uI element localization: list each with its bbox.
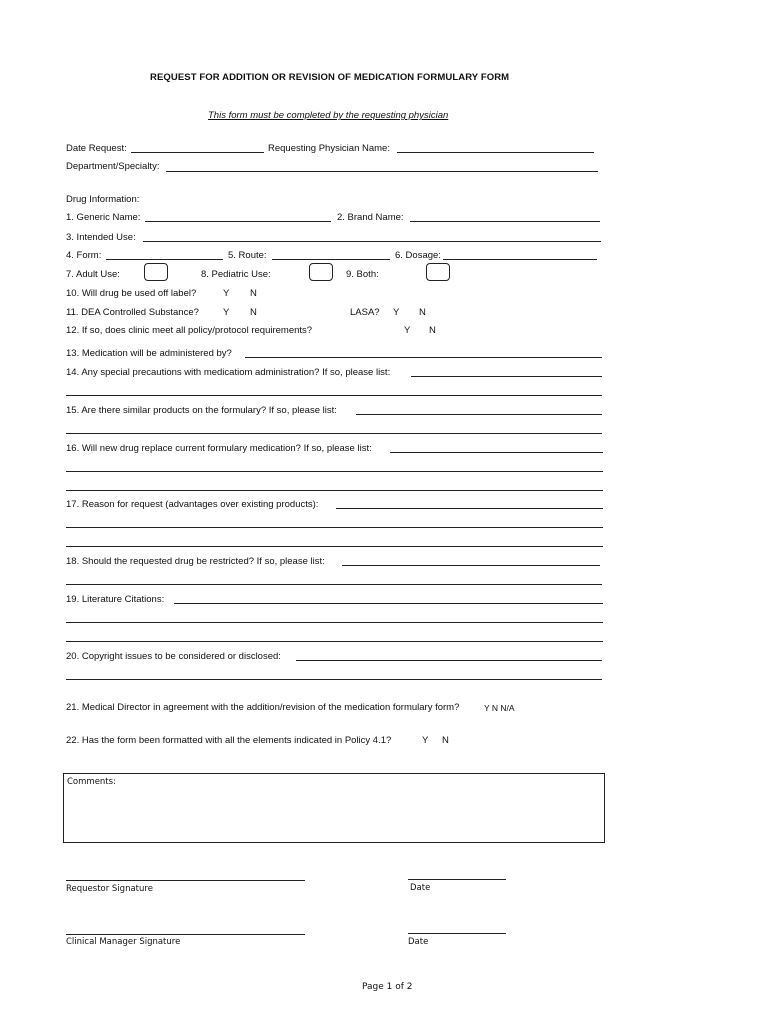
both-checkbox[interactable] [426, 263, 450, 281]
adult-use-label: 7. Adult Use: [66, 269, 120, 280]
q18-field[interactable] [342, 565, 600, 566]
q13-label: 13. Medication will be administered by? [66, 348, 232, 359]
lasa-no[interactable]: N [419, 307, 426, 318]
q11-label: 11. DEA Controlled Substance? [66, 307, 199, 318]
q12-no[interactable]: N [429, 325, 436, 336]
manager-signature-label: Clinical Manager Signature [66, 937, 181, 947]
q14-field-line-2[interactable] [66, 395, 602, 396]
both-label: 9. Both: [346, 269, 379, 280]
q11-no[interactable]: N [250, 307, 257, 318]
brand-name-label: 2. Brand Name: [337, 212, 404, 223]
manager-date-line[interactable] [408, 933, 506, 934]
adult-use-checkbox[interactable] [144, 263, 168, 281]
q15-field-line-2[interactable] [66, 433, 602, 434]
generic-name-field[interactable] [145, 221, 331, 222]
brand-name-field[interactable] [410, 221, 600, 222]
q17-field[interactable] [336, 508, 603, 509]
lasa-label: LASA? [350, 307, 380, 318]
intended-use-field[interactable] [143, 241, 601, 242]
physician-field[interactable] [397, 152, 594, 153]
intended-use-label: 3. Intended Use: [66, 232, 136, 243]
comments-box[interactable] [63, 773, 605, 843]
page-title: REQUEST FOR ADDITION OR REVISION OF MEDICATION FORMULARY FORM [150, 72, 510, 83]
q21-label: 21. Medical Director in agreement with the addition/revision of the medication formulary form? [66, 702, 460, 713]
form-field[interactable] [106, 259, 223, 260]
q15-label: 15. Are there similar products on the formulary? If so, please list: [66, 405, 337, 416]
requestor-date-label: Date [410, 883, 431, 893]
q20-field[interactable] [296, 660, 602, 661]
q18-label: 18. Should the requested drug be restricted? If so, please list: [66, 556, 325, 567]
requestor-signature-label: Requestor Signature [66, 884, 153, 894]
pediatric-use-label: 8. Pediatric Use: [201, 269, 271, 280]
form-label: 4. Form: [66, 250, 102, 261]
manager-date-label: Date [408, 937, 429, 947]
q14-field[interactable] [411, 376, 602, 377]
pediatric-use-checkbox[interactable] [309, 263, 333, 281]
lasa-yes[interactable]: Y [393, 307, 400, 318]
page-subtitle: This form must be completed by the requesting physician [208, 110, 449, 121]
route-label: 5. Route: [228, 250, 267, 261]
q10-label: 10. Will drug be used off label? [66, 288, 197, 299]
q17-label: 17. Reason for request (advantages over existing products): [66, 499, 319, 510]
requestor-date-line[interactable] [408, 879, 506, 880]
generic-name-label: 1. Generic Name: [66, 212, 141, 223]
q14-label: 14. Any special precautions with medicatiom administration? If so, please list: [66, 367, 391, 378]
q16-label: 16. Will new drug replace current formulary medication? If so, please list: [66, 443, 372, 454]
q18-field-line-2[interactable] [66, 584, 602, 585]
date-request-field[interactable] [131, 152, 264, 153]
q22-label: 22. Has the form been formatted with all the elements indicated in Policy 4.1? [66, 735, 392, 746]
dosage-field[interactable] [443, 259, 597, 260]
q22-yes[interactable]: Y [422, 735, 429, 746]
comments-label: Comments: [67, 777, 116, 787]
q19-field-line-3[interactable] [66, 641, 603, 642]
dosage-label: 6. Dosage: [395, 250, 441, 261]
route-field[interactable] [272, 259, 390, 260]
q11-yes[interactable]: Y [223, 307, 230, 318]
requestor-signature-line[interactable] [66, 880, 305, 881]
department-label: Department/Specialty: [66, 161, 160, 172]
q19-label: 19. Literature Citations: [66, 594, 165, 605]
q20-label: 20. Copyright issues to be considered or disclosed: [66, 651, 281, 662]
q13-field[interactable] [245, 357, 602, 358]
q16-field[interactable] [390, 452, 603, 453]
q12-label: 12. If so, does clinic meet all policy/protocol requirements? [66, 325, 313, 336]
drug-info-heading: Drug Information: [66, 194, 140, 205]
q19-field[interactable] [174, 603, 603, 604]
q17-field-line-3[interactable] [66, 546, 603, 547]
q21-options[interactable]: Y N N/A [484, 703, 515, 713]
department-field[interactable] [166, 171, 598, 172]
date-request-label: Date Request: [66, 143, 127, 154]
q20-field-line-2[interactable] [66, 679, 602, 680]
manager-signature-line[interactable] [66, 934, 305, 935]
q22-no[interactable]: N [442, 735, 449, 746]
q10-no[interactable]: N [250, 288, 257, 299]
page-number: Page 1 of 2 [362, 982, 413, 992]
q16-field-line-2[interactable] [66, 471, 603, 472]
q10-yes[interactable]: Y [223, 288, 230, 299]
q16-field-line-3[interactable] [66, 490, 603, 491]
q19-field-line-2[interactable] [66, 622, 603, 623]
q17-field-line-2[interactable] [66, 527, 603, 528]
physician-label: Requesting Physician Name: [268, 143, 390, 154]
q12-yes[interactable]: Y [404, 325, 411, 336]
q15-field[interactable] [356, 414, 602, 415]
